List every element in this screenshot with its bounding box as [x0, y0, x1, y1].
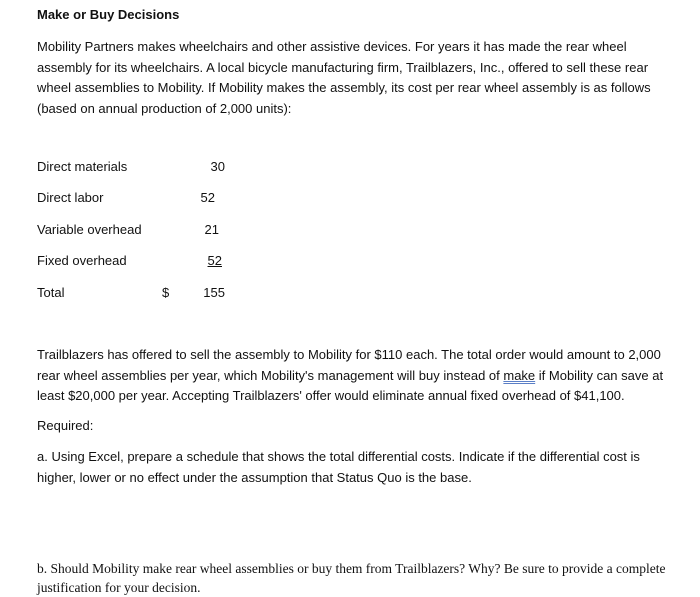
- cost-row-fixed-overhead: [37, 252, 237, 270]
- cost-label: Fixed overhead: [37, 253, 127, 268]
- cost-value: 52: [207, 253, 222, 268]
- offer-emphasis-word: make: [503, 367, 536, 383]
- total-label: Total: [37, 285, 65, 300]
- cost-row-total: [37, 284, 237, 302]
- intro-paragraph: Mobility Partners makes wheelchairs and other assistive devices. For years it has made the rear wheel assembly for its wheelchairs. A local bicycle manufacturing firm, Trailblazers, Inc., offered to sell these rear wheel assemblies to Mobility. If Mobility makes the assembly, its cost per rear wheel assembly is as follows (based on annual production of 2,000 units):: [37, 39, 651, 116]
- question-part-a: a. Using Excel, prepare a schedule that shows the total differential costs. Indicate if the differential cost is higher, lower or no effect under the assumption that Status Quo is the base.: [37, 449, 640, 485]
- required-heading: Required:: [37, 418, 94, 433]
- question-part-b: b. Should Mobility make rear wheel assemblies or buy them from Trailblazers? Why? Be sure to provide a complete justification for your decision.: [37, 561, 666, 595]
- cost-value: 52: [200, 190, 215, 205]
- currency-symbol: $: [162, 285, 170, 300]
- cost-row-direct-labor: [37, 189, 237, 207]
- cost-label: Direct materials: [37, 159, 128, 174]
- cost-value: 30: [210, 159, 225, 174]
- offer-text-after: if Mobility can save at least $20,000 per year. Accepting Trailblazers' offer would eliminate annual fixed overhead of $41,100.: [37, 367, 664, 403]
- cost-row-variable-overhead: [37, 221, 237, 239]
- cost-value: 21: [204, 222, 219, 237]
- offer-text-before: Trailblazers has offered to sell the assembly to Mobility for $110 each. The total order would amount to 2,000 rear wheel assemblies per year, which Mobility's management will buy instead of: [37, 347, 661, 383]
- offer-paragraph: [37, 345, 667, 407]
- cost-label: Direct labor: [37, 190, 104, 205]
- total-value: 155: [203, 285, 225, 300]
- page-title: Make or Buy Decisions: [37, 7, 180, 22]
- cost-label: Variable overhead: [37, 222, 142, 237]
- cost-row-direct-materials: [37, 158, 237, 176]
